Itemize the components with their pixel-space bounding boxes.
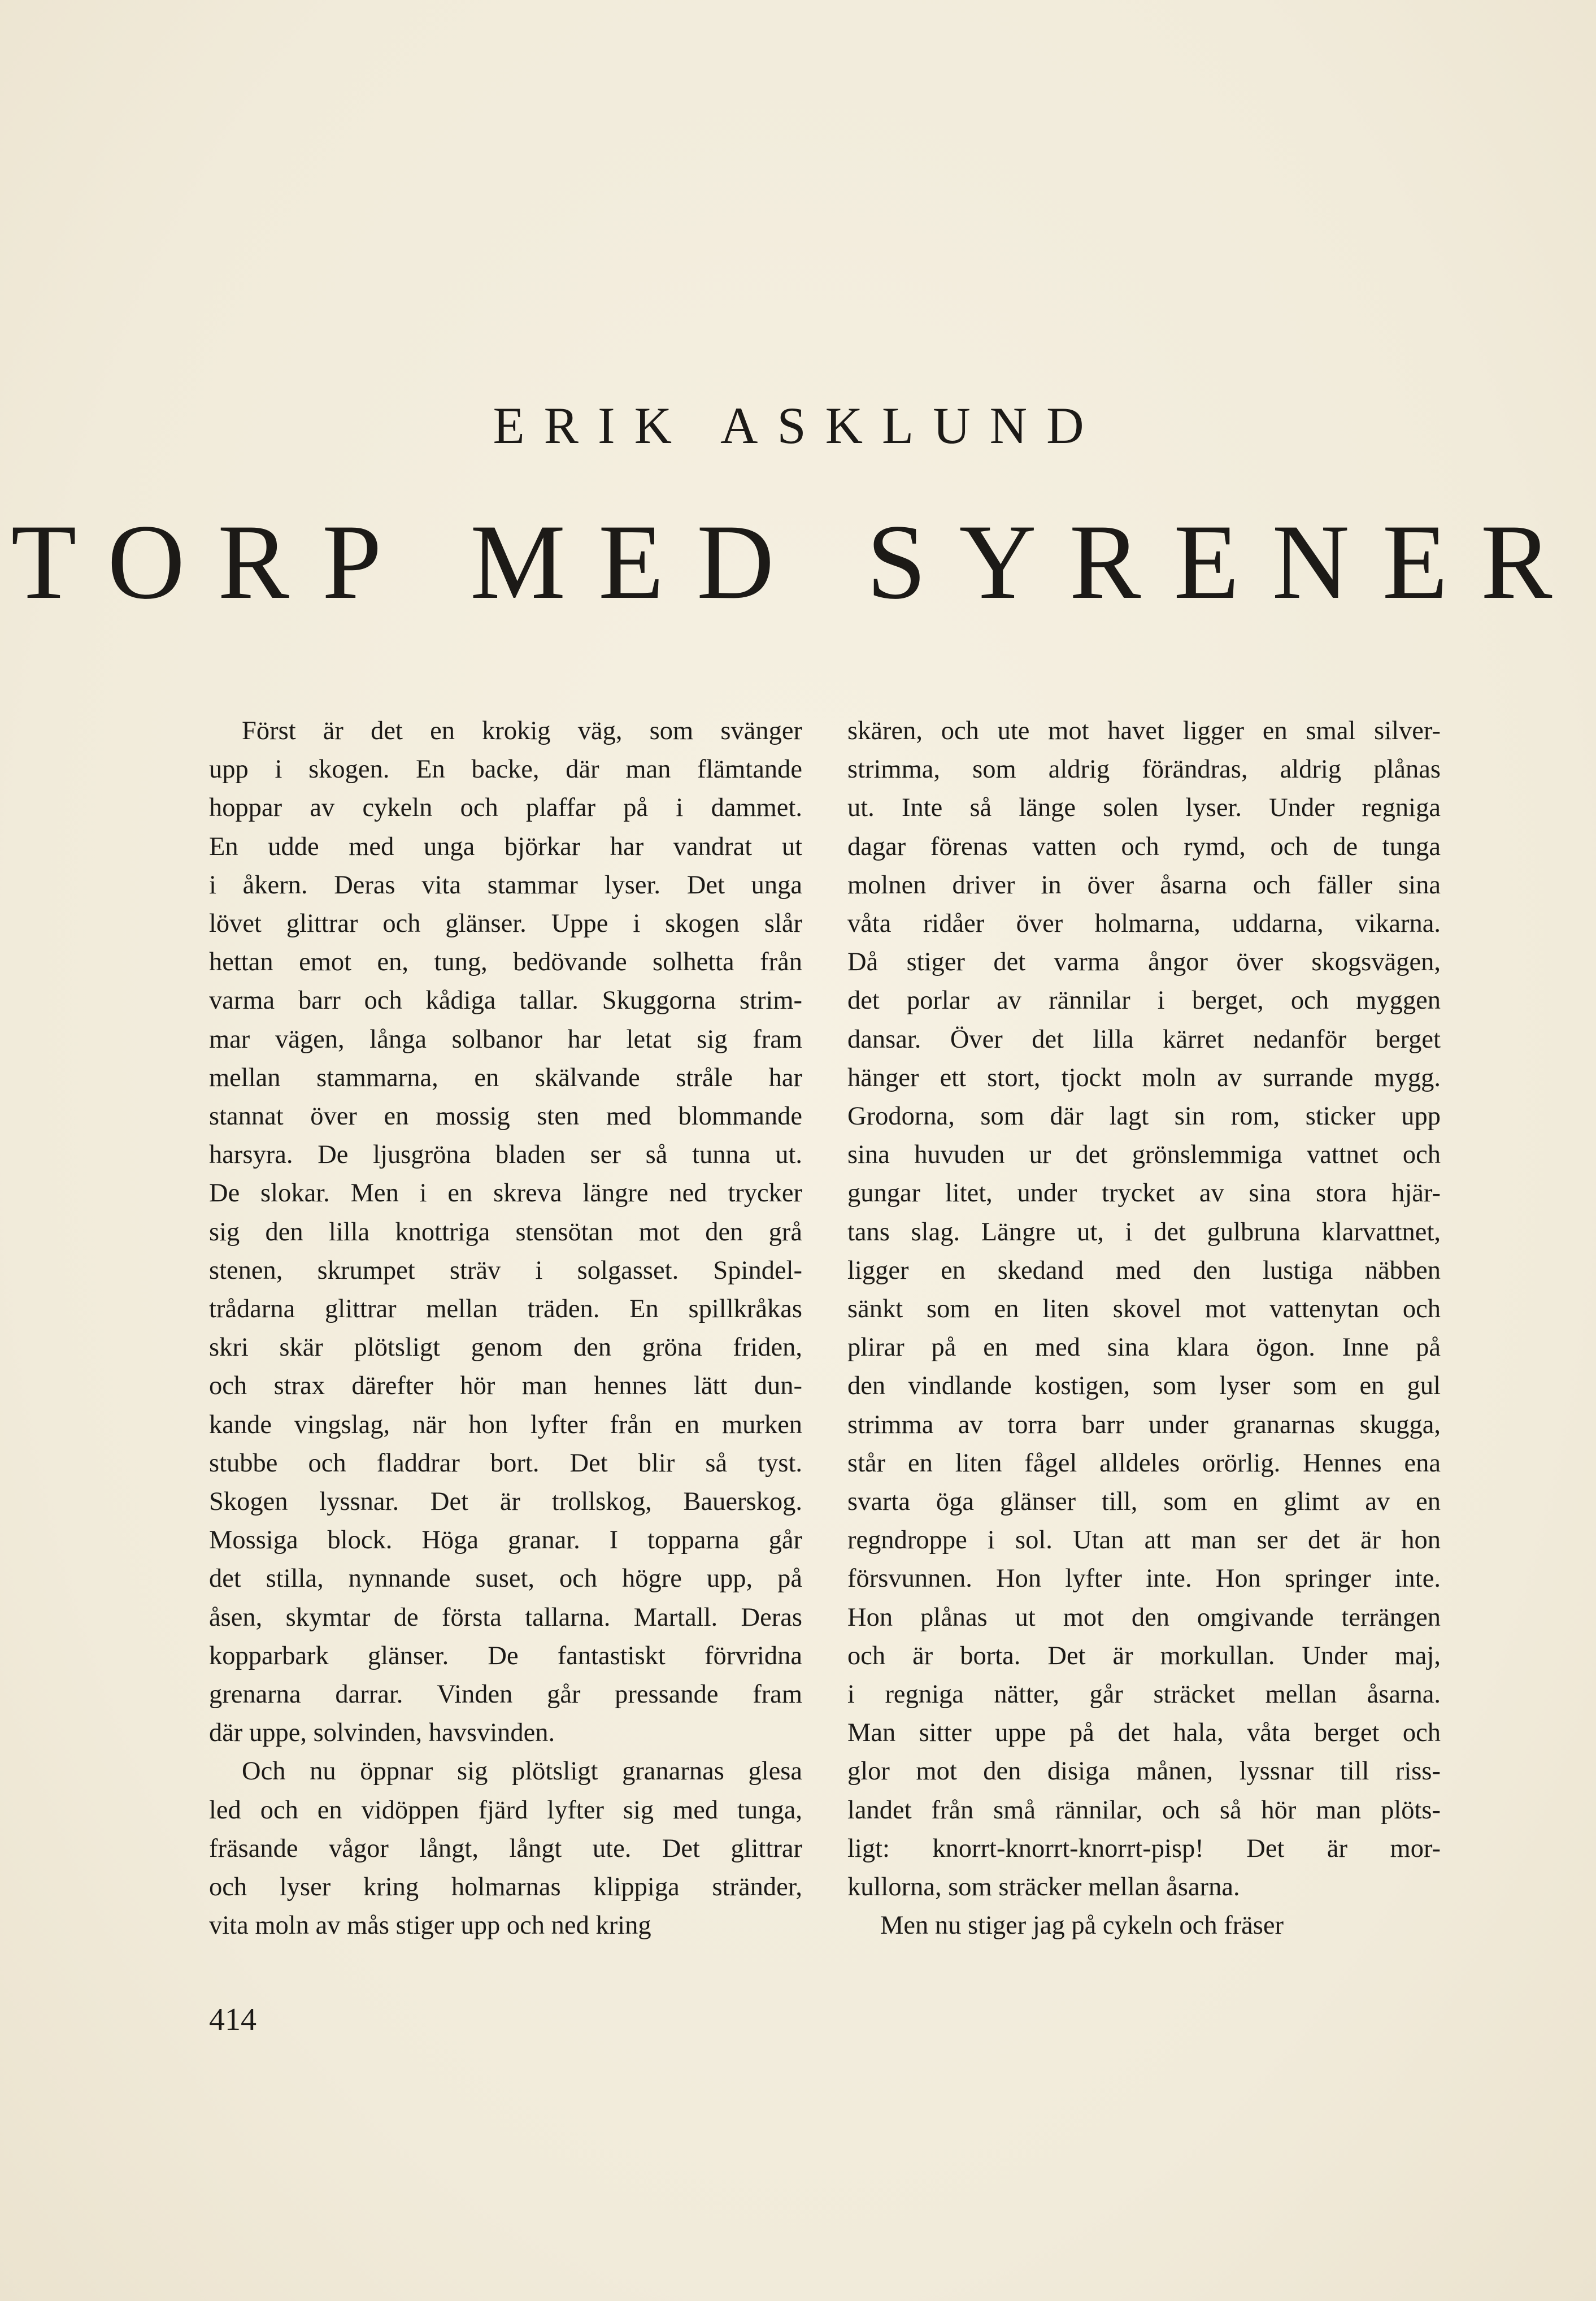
- text-line: hoppar av cykeln och plaffar på i dammet.: [209, 793, 802, 823]
- text-line: där uppe, solvinden, havsvinden.: [209, 1718, 555, 1748]
- text-line: Skogen lyssnar. Det är trollskog, Bauerskog.: [209, 1487, 802, 1517]
- text-line: strimma av torra barr under granarnas skugga,: [847, 1410, 1441, 1439]
- text-column-left: [209, 712, 802, 1946]
- text-line: sänkt som en liten skovel mot vattenytan och: [847, 1295, 1441, 1324]
- text-line: varma barr och kådiga tallar. Skuggorna strim-: [209, 986, 802, 1015]
- page-number: 414: [209, 2002, 256, 2037]
- text-line: landet från små rännilar, och så hör man plöts-: [847, 1795, 1441, 1825]
- text-line: gungar litet, under trycket av sina stora hjär-: [847, 1179, 1441, 1208]
- text-line: ut. Inte så länge solen lyser. Under regniga: [847, 793, 1441, 823]
- article-title: TORP MED SYRENER: [11, 503, 1585, 622]
- text-line: mar vägen, långa solbanor har letat sig fram: [209, 1024, 802, 1054]
- text-line: försvunnen. Hon lyfter inte. Hon springer inte.: [847, 1564, 1441, 1594]
- text-line: ligger en skedand med den lustiga näbben: [847, 1256, 1441, 1285]
- text-line: regndroppe i sol. Utan att man ser det är hon: [847, 1526, 1441, 1555]
- text-line: hettan emot en, tung, bedövande solhetta från: [209, 948, 802, 977]
- text-line: kande vingslag, när hon lyfter från en murken: [209, 1410, 802, 1439]
- text-line: det porlar av rännilar i berget, och myggen: [847, 986, 1441, 1015]
- text-line: Mossiga block. Höga granar. I topparna går: [209, 1526, 802, 1555]
- text-line: vita moln av mås stiger upp och ned kring: [209, 1911, 651, 1940]
- text-line: åsen, skymtar de första tallarna. Martall. Deras: [209, 1603, 802, 1632]
- text-line: och strax därefter hör man hennes lätt dun-: [209, 1371, 802, 1401]
- text-line: i regniga nätter, går sträcket mellan åsarna.: [847, 1680, 1441, 1709]
- text-line: dagar förenas vatten och rymd, och de tunga: [847, 832, 1441, 861]
- text-line: våta ridåer över holmarna, uddarna, vikarna.: [847, 909, 1441, 939]
- text-line: lövet glittrar och glänser. Uppe i skogen slår: [209, 909, 802, 939]
- text-line: grenarna darrar. Vinden går pressande fram: [209, 1680, 802, 1709]
- text-line: hänger ett stort, tjockt moln av surrande mygg.: [847, 1063, 1441, 1092]
- text-line: strimma, som aldrig förändras, aldrig plånas: [847, 755, 1441, 784]
- text-line: skären, och ute mot havet ligger en smal silver-: [847, 717, 1441, 745]
- text-line: svarta öga glänser till, som en glimt av en: [847, 1487, 1441, 1517]
- author-name: ERIK ASKLUND: [493, 397, 1103, 454]
- text-line: trådarna glittrar mellan träden. En spillkråkas: [209, 1295, 802, 1324]
- text-line: glor mot den disiga månen, lyssnar till riss-: [847, 1757, 1441, 1786]
- text-line: fräsande vågor långt, långt ute. Det glittrar: [209, 1834, 802, 1863]
- text-line: stubbe och fladdrar bort. Det blir så tyst.: [209, 1448, 802, 1478]
- text-line: tans slag. Längre ut, i det gulbruna klarvattnet,: [847, 1217, 1441, 1247]
- text-line: står en liten fågel alldeles orörlig. Hennes ena: [847, 1448, 1441, 1478]
- text-line: En udde med unga björkar har vandrat ut: [209, 832, 802, 861]
- text-column-right: [847, 712, 1441, 1946]
- text-line: Först är det en krokig väg, som svänger: [242, 717, 802, 745]
- text-line: den vindlande kostigen, som lyser som en gul: [847, 1371, 1441, 1401]
- text-line: stenen, skrumpet sträv i solgasset. Spindel-: [209, 1256, 802, 1285]
- text-line: dansar. Över det lilla kärret nedanför berget: [847, 1024, 1441, 1054]
- text-line: sina huvuden ur det grönslemmiga vattnet och: [847, 1140, 1441, 1170]
- text-line: harsyra. De ljusgröna bladen ser så tunna ut.: [209, 1140, 802, 1170]
- text-line: och lyser kring holmarnas klippiga stränder,: [209, 1873, 802, 1902]
- text-line: Då stiger det varma ångor över skogsvägen,: [847, 948, 1441, 977]
- text-line: led och en vidöppen fjärd lyfter sig med tunga,: [209, 1795, 802, 1825]
- text-line: och är borta. Det är morkullan. Under maj,: [847, 1641, 1441, 1670]
- text-line: molnen driver in över åsarna och fäller sina: [847, 870, 1441, 900]
- text-line: sig den lilla knottriga stensötan mot den grå: [209, 1217, 802, 1247]
- text-line: kopparbark glänser. De fantastiskt förvridna: [209, 1641, 802, 1670]
- text-line: Man sitter uppe på det hala, våta berget och: [847, 1718, 1441, 1748]
- text-line: upp i skogen. En backe, där man flämtande: [209, 755, 802, 784]
- text-line: det stilla, nynnande suset, och högre upp, på: [209, 1564, 802, 1594]
- text-line: Hon plånas ut mot den omgivande terrängen: [847, 1603, 1441, 1632]
- text-line: i åkern. Deras vita stammar lyser. Det unga: [209, 870, 802, 900]
- text-line: kullorna, som sträcker mellan åsarna.: [847, 1873, 1240, 1902]
- text-line: mellan stammarna, en skälvande stråle har: [209, 1063, 802, 1092]
- text-line: ligt: knorrt-knorrt-knorrt-pisp! Det är mor-: [847, 1834, 1441, 1863]
- text-line: skri skär plötsligt genom den gröna friden,: [209, 1333, 802, 1362]
- text-line: Grodorna, som där lagt sin rom, sticker upp: [847, 1102, 1441, 1131]
- text-line: Och nu öppnar sig plötsligt granarnas glesa: [242, 1757, 802, 1786]
- text-line: Men nu stiger jag på cykeln och fräser: [880, 1911, 1284, 1940]
- text-line: plirar på en med sina klara ögon. Inne på: [847, 1333, 1441, 1362]
- text-line: De slokar. Men i en skreva längre ned trycker: [209, 1179, 802, 1208]
- text-line: stannat över en mossig sten med blommande: [209, 1102, 802, 1131]
